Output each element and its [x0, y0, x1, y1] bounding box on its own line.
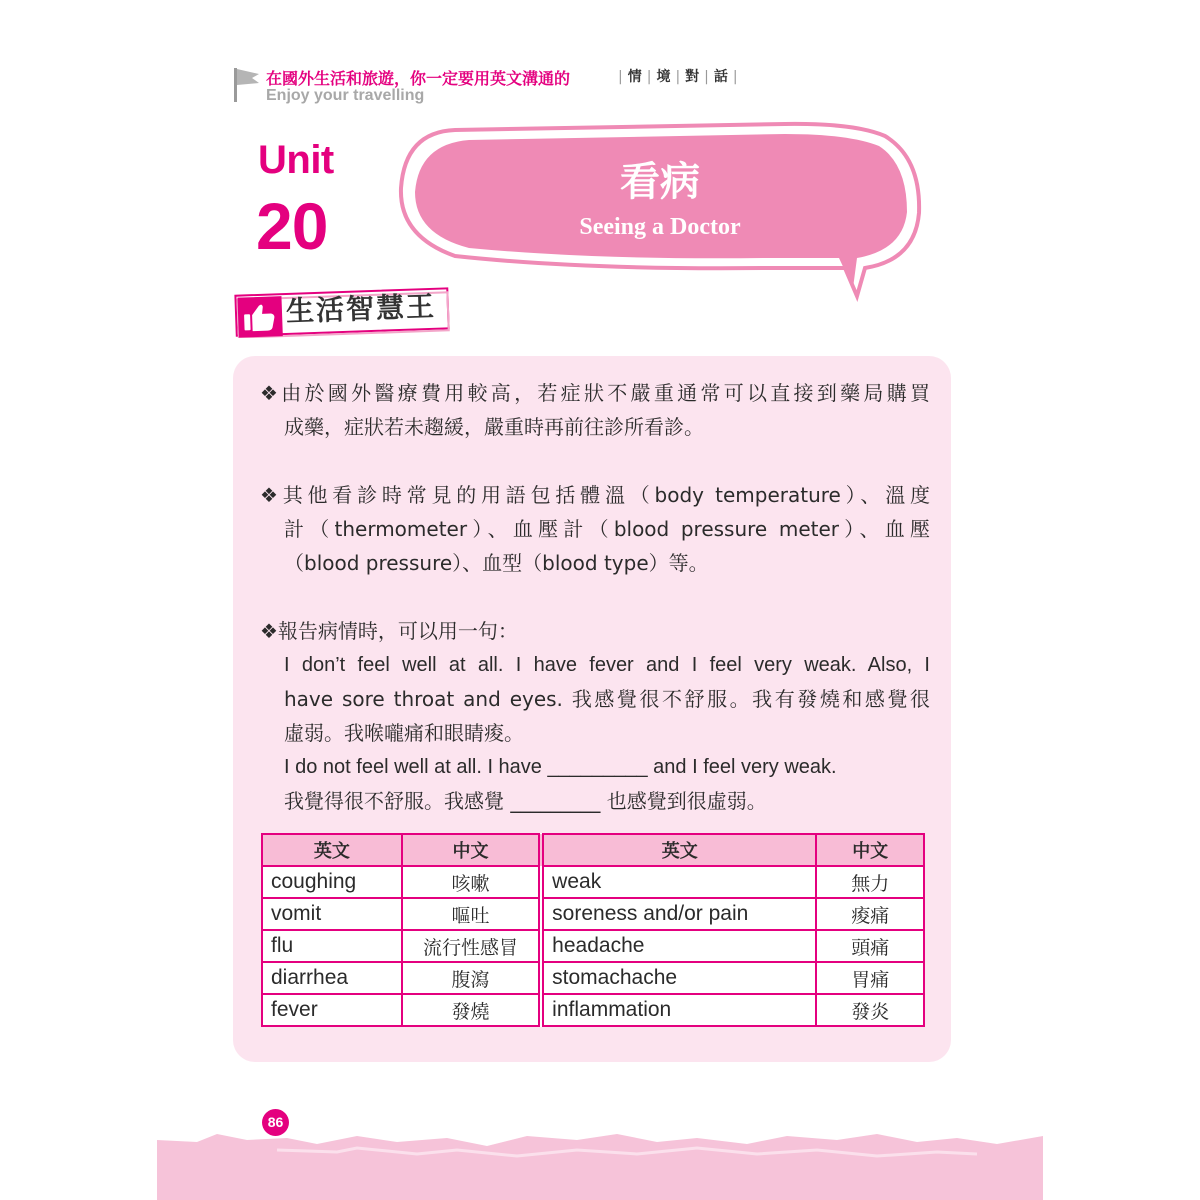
table-cell: 腹瀉: [402, 962, 541, 994]
table-header-row: [262, 834, 924, 866]
table-cell: fever: [262, 994, 402, 1026]
table-cell: 流行性感冒: [402, 930, 541, 962]
page-number: 86: [262, 1109, 289, 1136]
table-cell: soreness and/or pain: [541, 898, 816, 930]
bubble-subtitle: Seeing a Doctor: [579, 214, 741, 240]
header-tag: 話: [713, 69, 729, 85]
tip-line: （blood pressure）、血型（blood type）等。: [284, 551, 709, 575]
tip-line: I don’t feel well at all. I have fever and I feel very weak. Also, I: [284, 654, 930, 676]
table-cell: 無力: [816, 866, 924, 898]
header-subtitle: Enjoy your travelling: [266, 87, 425, 104]
table-cell: 發燒: [402, 994, 541, 1026]
table-row: [262, 962, 924, 994]
tip-line: ❖其他看診時常見的用語包括體溫（body temperature）、溫度: [260, 483, 930, 507]
table-cell: 痠痛: [816, 898, 924, 930]
unit-number: 20: [256, 189, 328, 263]
table-row: [262, 898, 924, 930]
table-row: [262, 994, 924, 1026]
table-row: [262, 930, 924, 962]
table-cell: 咳嗽: [402, 866, 541, 898]
table-cell: stomachache: [541, 962, 816, 994]
column-header: 英文: [541, 834, 816, 866]
tip-line: 計（thermometer）、血壓計（blood pressure meter）、血壓: [284, 517, 930, 541]
tip-item: [260, 614, 930, 818]
header-tags: | 情 | 境 | 對 | 話 |: [618, 69, 739, 85]
header-tag: 對: [685, 69, 701, 85]
flag-icon: [232, 66, 262, 104]
table-cell: inflammation: [541, 994, 816, 1026]
table-cell: coughing: [262, 866, 402, 898]
table-cell: 胃痛: [816, 962, 924, 994]
footer-band: [157, 1128, 1043, 1200]
column-header: 中文: [816, 834, 924, 866]
table-cell: headache: [541, 930, 816, 962]
vocab-table: [261, 833, 925, 1027]
table-cell: diarrhea: [262, 962, 402, 994]
tip-line: 成藥，症狀若未趨緩，嚴重時再前往診所看診。: [284, 415, 704, 439]
header-tag: 情: [627, 69, 643, 85]
table-cell: 頭痛: [816, 930, 924, 962]
tip-item: [260, 478, 930, 580]
column-header: 英文: [262, 834, 402, 866]
tip-line: ❖報告病情時，可以用一句：: [260, 619, 518, 643]
tip-line: I do not feel well at all. I have _________ and I feel very weak.: [284, 756, 837, 778]
table-cell: 發炎: [816, 994, 924, 1026]
table-cell: vomit: [262, 898, 402, 930]
unit-label: Unit: [258, 138, 334, 182]
header-tag: 境: [656, 69, 672, 85]
tip-line: 我覺得很不舒服。我感覺 _________ 也感覺到很虛弱。: [284, 789, 767, 813]
tip-line: 虛弱。我喉嚨痛和眼睛痠。: [284, 721, 524, 745]
table-row: [262, 866, 924, 898]
section-title: 生活智慧王: [285, 289, 437, 328]
table-cell: 嘔吐: [402, 898, 541, 930]
table-cell: weak: [541, 866, 816, 898]
column-header: 中文: [402, 834, 541, 866]
tip-line: ❖由於國外醫療費用較高，若症狀不嚴重通常可以直接到藥局購買: [260, 381, 930, 405]
bubble-title: 看病: [620, 159, 700, 205]
tip-line: have sore throat and eyes. 我感覺很不舒服。我有發燒和感覺很: [284, 687, 930, 711]
tip-item: [260, 376, 930, 444]
header-title: 在國外生活和旅遊，你一定要用英文溝通的: [266, 69, 571, 88]
table-cell: flu: [262, 930, 402, 962]
